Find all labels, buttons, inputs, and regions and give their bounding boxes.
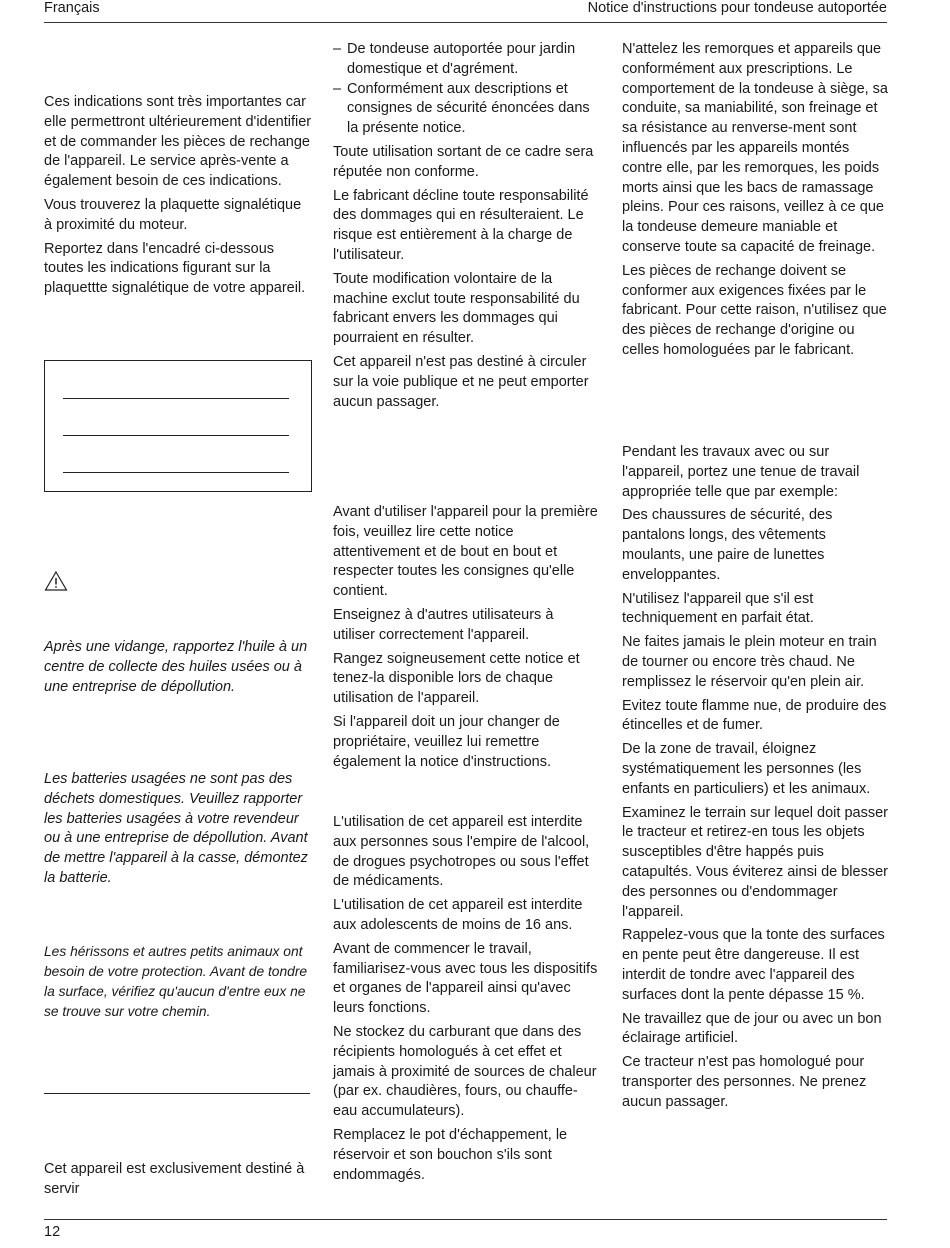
col3-paragraph: N'utilisez l'appareil que s'il est techniquement en parfait état. (622, 590, 814, 627)
header-title: Notice d'instructions pour tondeuse autoportée (587, 0, 887, 16)
warning-triangle-icon (44, 570, 70, 594)
nameplate-line-2 (63, 435, 289, 436)
col3-paragraph: Pendant les travaux avec ou sur l'appareil, portez une tenue de travail appropriée telle que par exemple: (622, 444, 860, 500)
column-2-instructions (333, 503, 598, 776)
oil-disposal-text: Après une vidange, rapportez l'huile à un centre de collecte des huiles usées ou à une entreprise de dépollution. (44, 639, 308, 695)
page-number: 12 (44, 1224, 61, 1240)
page-header (44, 0, 887, 23)
col2-paragraph: Rangez soigneusement cette notice et tenez-la disponible lors de chaque utilisation de l'appareil. (333, 650, 580, 707)
column-1-intro (44, 93, 312, 303)
col2-paragraph: Cet appareil n'est pas destiné à circuler sur la voie publique et ne peut emporter aucun passager. (333, 353, 589, 410)
col3-paragraph: Des chaussures de sécurité, des pantalons longs, des vêtements moulants, une paire de lunettes enveloppantes. (622, 507, 833, 583)
col2-paragraph: Avant d'utiliser l'appareil pour la première fois, veuillez lire cette notice attentivement et de bout en bout et respecter toutes les consignes qu'elle contient. (333, 504, 598, 600)
col1-paragraph-3: Reportez dans l'encadré ci-dessous toutes les indications figurant sur la plaquettte signalétique de votre appareil. (44, 240, 306, 297)
nameplate-line-1 (63, 398, 289, 399)
col1-hedgehog-note (44, 942, 312, 1026)
col1-battery-note (44, 770, 312, 893)
column-2-usage (333, 40, 598, 416)
nameplate-line-3 (63, 472, 289, 473)
col2-paragraph: L'utilisation de cet appareil est interdite aux adolescents de moins de 16 ans. (333, 897, 583, 933)
battery-disposal-text: Les batteries usagées ne sont pas des déchets domestiques. Veuillez rapporter les batteries usagées à votre revendeur ou à une entreprise de dépollution. Avant de mettre l'appareil à la casse, démontez la batterie. (44, 771, 308, 886)
usage-purpose-list (333, 40, 598, 139)
hedgehog-protection-text: Les hérissons et autres petits animaux ont besoin de votre protection. Avant de tondre la surface, vérifiez qu'aucun d'entre eux ne se trouve sur votre chemin. (44, 944, 308, 1019)
col2-paragraph: Toute modification volontaire de la machine exclut toute responsabilité du fabricant envers les dommages qui pourraient en résulter. (333, 270, 580, 347)
col1-paragraph-2: Vous trouverez la plaquette signalétique à proximité du moteur. (44, 196, 302, 233)
col2-paragraph: Ne stockez du carburant que dans des récipients homologués à cet effet et jamais à proximité de sources de chaleur (par ex. chaudières, fours, ou chauffe-eau accumulateurs). (333, 1023, 597, 1120)
nameplate-form-box (44, 360, 312, 492)
usage-intro-text: Cet appareil est exclusivement destiné à servir (44, 1161, 305, 1197)
col1-usage (44, 1160, 312, 1204)
section-divider (44, 1093, 310, 1094)
col2-paragraph: Si l'appareil doit un jour changer de propriétaire, veuillez lui remettre également la notice d'instructions. (333, 713, 560, 770)
list-item: – De tondeuse autoportée pour jardin domestique et d'agrément. (333, 40, 598, 80)
col1-paragraph-1: Ces indications sont très importantes car elle permettront ultérieurement d'identifier et de commander les pièces de rechange de l'appareil. Le service après-vente a également besoin de ces indications. (44, 94, 312, 190)
col3-paragraph: N'attelez les remorques et appareils que conformément aux prescriptions. Le comportement de la tondeuse à siège, sa conduite, sa maniabilité, son freinage et sa résistance au renverse-ment sont influencés par les appareils montés contre elle, par les remorques, les poids morts ainsi que les bacs de ramassage pleins. Pour ces raisons, veillez à ce que la tondeuse demeure maniable et conserve toute sa capacité de freinage. (622, 41, 888, 255)
col2-paragraph: L'utilisation de cet appareil est interdite aux personnes sous l'empire de l'alcool, de drogues psychotropes ou sous l'effet de médicaments. (333, 814, 590, 890)
col2-paragraph: Enseignez à d'autres utilisateurs à utiliser correctement l'appareil. (333, 606, 554, 643)
col2-paragraph: Avant de commencer le travail, familiarisez-vous avec tous les dispositifs et organes de l'appareil ainsi qu'avec leurs fonctions. (333, 940, 598, 1017)
col3-paragraph: Evitez toute flamme nue, de produire des étincelles et de fumer. (622, 697, 887, 734)
col2-paragraph: Le fabricant décline toute responsabilité des dommages qui en résulteraient. Le risque est entièrement à la charge de l'utilisateur. (333, 187, 589, 263)
col3-paragraph: Ce tracteur n'est pas homologué pour transporter des personnes. Ne prenez aucun passager. (622, 1054, 867, 1110)
column-2-safety (333, 813, 598, 1189)
col3-paragraph: De la zone de travail, éloignez systématiquement les personnes (les enfants en particuliers) et les animaux. (622, 741, 871, 797)
footer-rule (44, 1219, 887, 1220)
col3-paragraph: Ne faites jamais le plein moteur en train de tourner ou encore très chaud. Ne remplissez le réservoir qu'en plein air. (622, 634, 877, 690)
col3-paragraph: Les pièces de rechange doivent se conformer aux exigences fixées par le fabricant. Pour cette raison, n'utilisez que des pièces de rechange d'origine ou celles homologuées par le fabricant. (622, 262, 887, 358)
col3-paragraph: Examinez le terrain sur lequel doit passer le tracteur et retirez-en tous les objets susceptibles d'être happés puis catapultés. Vous éviterez ainsi de blesser des personnes ou d'endommager l'appareil. (622, 804, 888, 920)
column-3-attachments (622, 40, 890, 365)
header-language: Français (44, 0, 100, 16)
list-item: – Conformément aux descriptions et consignes de sécurité énoncées dans la présente notice. (333, 80, 598, 139)
col2-paragraph: Remplacez le pot d'échappement, le réservoir et son bouchon s'ils sont endommagés. (333, 1126, 568, 1183)
col2-paragraph: Toute utilisation sortant de ce cadre sera réputée non conforme. (333, 143, 594, 180)
column-3-work-safety (622, 443, 890, 1117)
col1-oil-note (44, 638, 312, 701)
col3-paragraph: Rappelez-vous que la tonte des surfaces en pente peut être dangereuse. Il est interdit de tondre avec l'appareil des surfaces dont la pente dépasse 15 %. (622, 927, 885, 1003)
col3-paragraph: Ne travaillez que de jour ou avec un bon éclairage artificiel. (622, 1010, 882, 1047)
